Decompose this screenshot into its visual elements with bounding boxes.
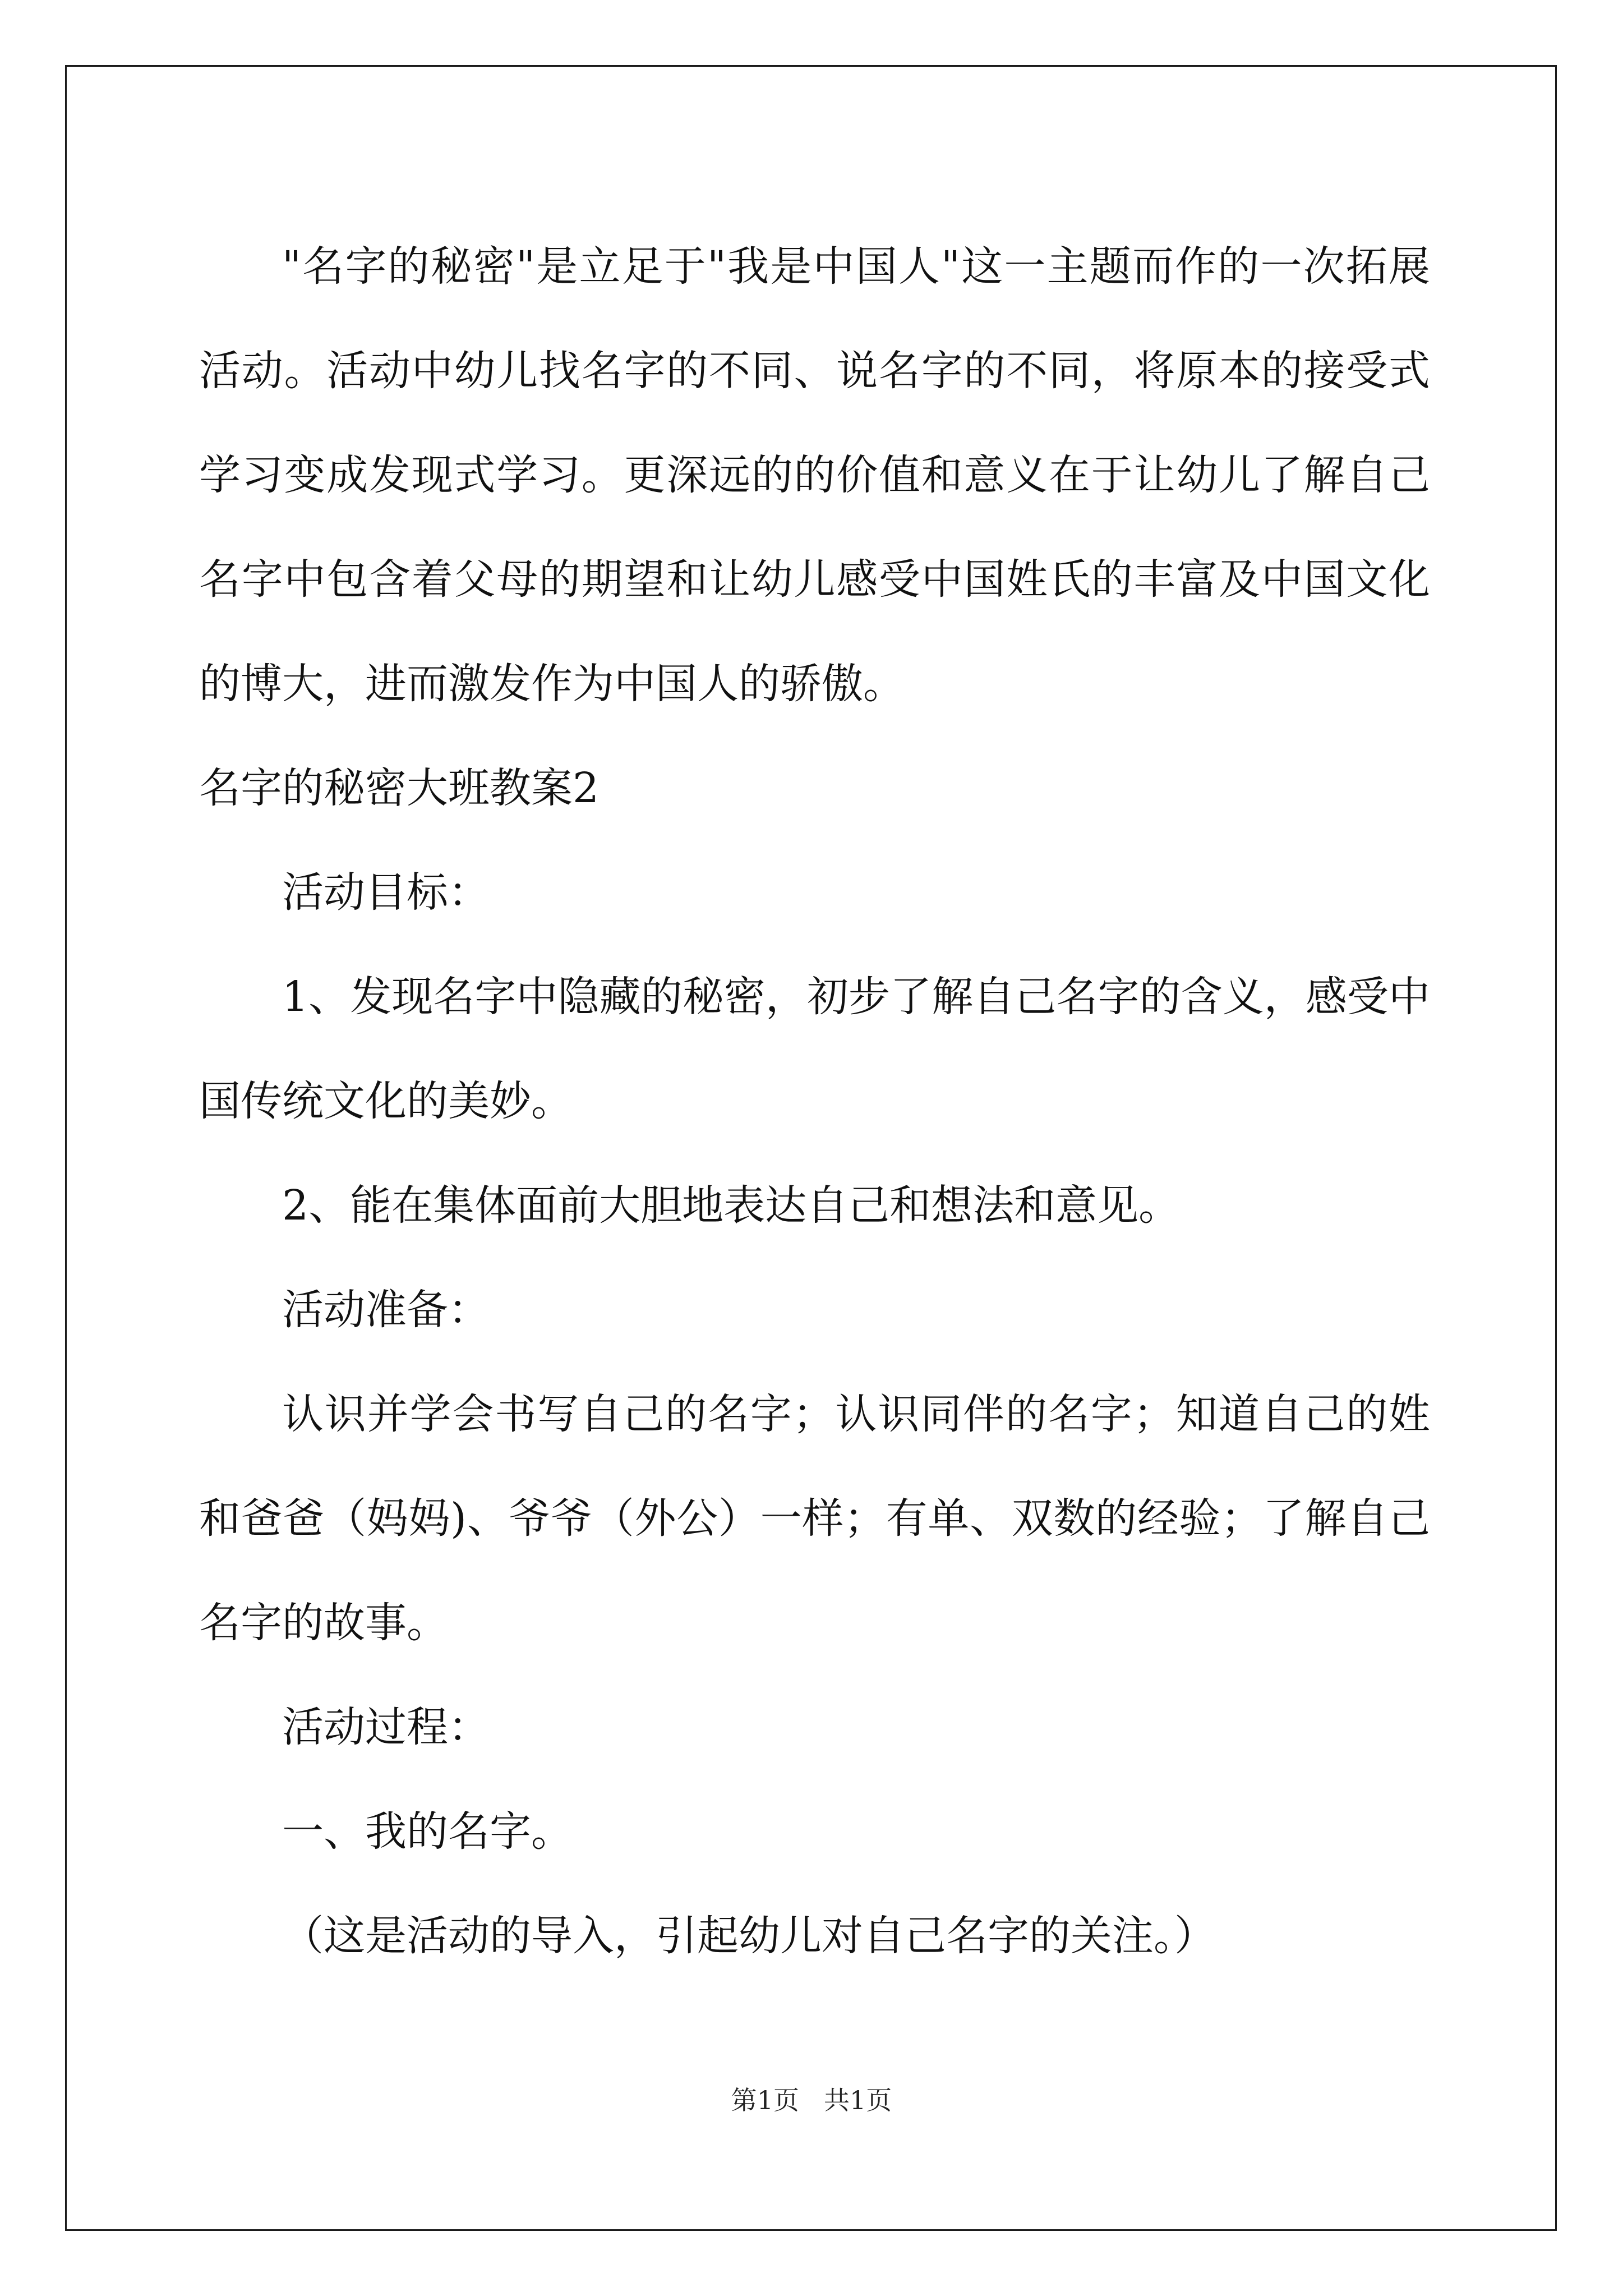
process-note: （这是活动的导入，引起幼儿对自己名字的关注。） xyxy=(282,1912,1216,1960)
document-body xyxy=(199,214,1430,1988)
paragraph-intro: "名字的秘密"是立足于"我是中国人"这一主题而作的一次拓展活动。活动中幼儿找名字的不同、说名字的不同，将原本的接受式学习变成发现式学习。更深远的的价值和意义在于让幼儿了解自己名字中包含着父母的期望和让幼儿感受中国姓氏的丰富及中国文化的博大，进而激发作为中国人的骄傲。 xyxy=(199,242,1430,708)
goal-item-1: 1、发现名字中隐藏的秘密，初步了解自己名字的含义，感受中国传统文化的美妙。 xyxy=(199,973,1430,1125)
process-step-1: 一、我的名字。 xyxy=(282,1807,573,1856)
goal-item-2: 2、能在集体面前大胆地表达自己和想法和意见。 xyxy=(282,1181,1181,1230)
preparation-text: 认识并学会书写自己的名字；认识同伴的名字；知道自己的姓和爸爸（妈妈)、爷爷（外公）一样；有单、双数的经验；了解自己名字的故事。 xyxy=(199,1390,1430,1647)
heading-process: 活动过程： xyxy=(282,1703,490,1751)
heading-goals: 活动目标： xyxy=(282,868,490,917)
page-number: 第1页 xyxy=(731,2085,800,2115)
page-total: 共1页 xyxy=(823,2085,892,2115)
section-title: 名字的秘密大班教案2 xyxy=(199,764,600,812)
heading-preparation: 活动准备： xyxy=(282,1286,490,1334)
page-footer xyxy=(0,2080,1623,2117)
